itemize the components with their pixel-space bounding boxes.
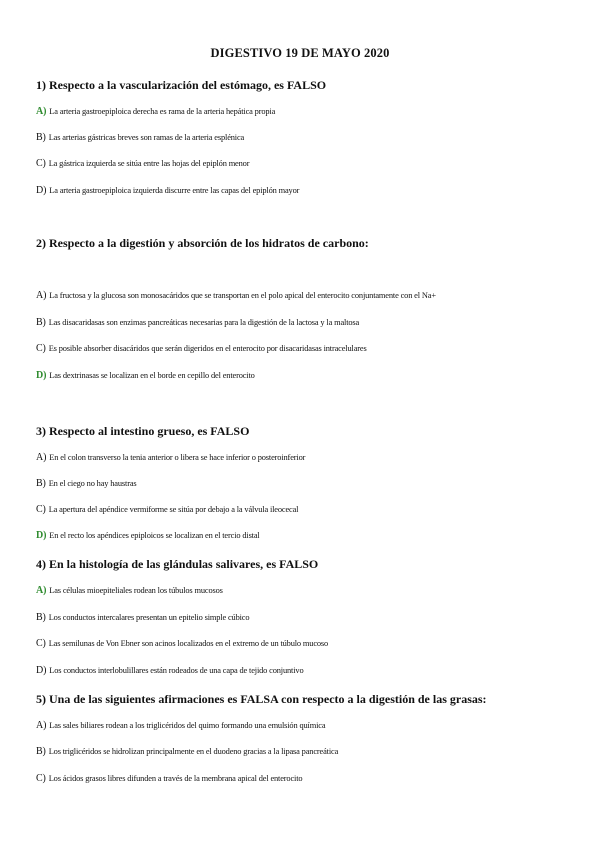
question-3-option-d: D) En el recto los apéndices epiploicos se localizan en el tercio distal xyxy=(36,530,260,541)
question-1-option-d: D) La arteria gastroepiploica izquierda discurre entre las capas del epiplón mayor xyxy=(36,185,300,196)
question-3-option-c: C) La apertura del apéndice vermiforme se sitúa por debajo a la válvula ileocecal xyxy=(36,504,299,515)
question-5-option-a: A) Las sales biliares rodean a los triglicéridos del quimo formando una emulsión química xyxy=(36,720,326,731)
question-2-option-b: B) Las disacaridasas son enzimas pancreáticas necesarias para la digestión de la lactosa y la maltosa xyxy=(36,317,360,328)
question-1-heading: 1) Respecto a la vascularización del estómago, es FALSO xyxy=(36,78,327,92)
document-title: DIGESTIVO 19 DE MAYO 2020 xyxy=(210,46,390,60)
question-4-option-d: D) Los conductos interlobulillares están rodeados de una capa de tejido conjuntivo xyxy=(36,665,304,676)
question-3-heading: 3) Respecto al intestino grueso, es FALSO xyxy=(36,424,250,438)
question-1-option-b: B) Las arterias gástricas breves son ramas de la arteria esplénica xyxy=(36,132,245,143)
question-2-option-d: D) Las dextrinasas se localizan en el borde en cepillo del enterocito xyxy=(36,370,255,381)
question-3-option-b: B) En el ciego no hay haustras xyxy=(36,478,137,489)
question-1-option-c: C) La gástrica izquierda se sitúa entre las hojas del epiplón menor xyxy=(36,158,250,169)
question-3-option-a: A) En el colon transverso la tenia anterior o libera se hace inferior o posteroinferior xyxy=(36,452,306,463)
question-5-option-c: C) Los ácidos grasos libres difunden a través de la membrana apical del enterocito xyxy=(36,773,303,784)
question-5-heading: 5) Una de las siguientes afirmaciones es FALSA con respecto a la digestión de las grasas: xyxy=(36,692,487,706)
question-4-option-c: C) Las semilunas de Von Ebner son acinos localizados en el extremo de un túbulo mucoso xyxy=(36,638,329,649)
question-2-option-c: C) Es posible absorber disacáridos que serán digeridos en el enterocito por disacaridasas intracelulares xyxy=(36,343,367,354)
question-2-option-a: A) La fructosa y la glucosa son monosacáridos que se transportan en el polo apical del enterocito conjuntamente con el Na+ xyxy=(36,290,436,301)
question-4-heading: 4) En la histología de las glándulas salivares, es FALSO xyxy=(36,557,319,571)
question-2-heading: 2) Respecto a la digestión y absorción de los hidratos de carbono: xyxy=(36,236,369,250)
question-4-option-b: B) Los conductos intercalares presentan un epitelio simple cúbico xyxy=(36,612,250,623)
question-4-option-a: A) Las células mioepiteliales rodean los túbulos mucosos xyxy=(36,585,223,596)
question-5-option-b: B) Los triglicéridos se hidrolizan principalmente en el duodeno gracias a la lipasa pancreática xyxy=(36,746,339,757)
question-1-option-a: A) La arteria gastroepiploica derecha es rama de la arteria hepática propia xyxy=(36,106,276,117)
